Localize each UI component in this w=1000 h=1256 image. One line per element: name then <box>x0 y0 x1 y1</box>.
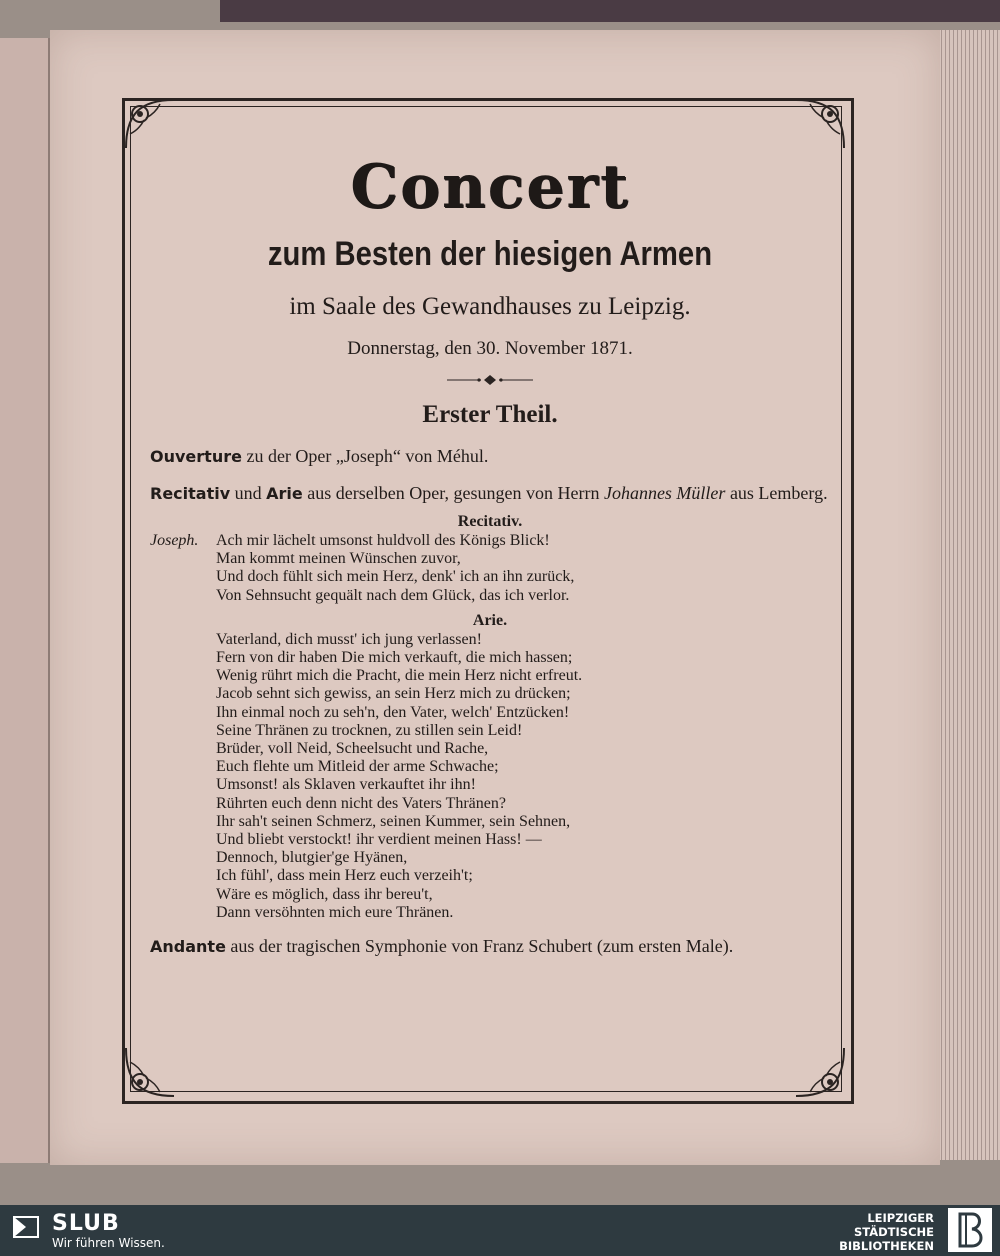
item-keyword: Recitativ <box>150 484 231 503</box>
arie-heading: Arie. <box>472 611 508 629</box>
library-logo-icon[interactable] <box>948 1208 992 1252</box>
item-text: aus Lemberg. <box>725 483 828 503</box>
book-cover-band <box>220 0 1000 22</box>
verse-line: Ihn einmal noch zu seh'n, den Vater, welch' Entzücken! <box>216 703 570 721</box>
program-item-andante <box>150 934 830 959</box>
slub-tagline: Wir führen Wissen. <box>52 1236 165 1250</box>
concert-subtitle: zum Besten der hiesigen Armen <box>267 235 713 273</box>
program-page <box>50 30 940 1165</box>
verse-line: Wenig rührt mich die Pracht, die mein Herz nicht erfreut. <box>216 667 583 685</box>
item-keyword: Arie <box>266 484 303 503</box>
arie-block <box>150 631 830 922</box>
verse-line: Vaterland, dich musst' ich jung verlassen! <box>216 630 482 648</box>
program-content <box>150 120 830 959</box>
verse-line: Ach mir lächelt umsonst huldvoll des Königs Blick! <box>216 532 550 549</box>
verse-line: Und bliebt verstockt! ihr verdient meinen Hass! — <box>216 831 542 849</box>
corner-ornament-bottom-left <box>120 1042 180 1102</box>
program-item-recitativ-arie <box>150 481 830 506</box>
verse-line: Dann versöhnten mich eure Thränen. <box>216 903 454 921</box>
footer-bar <box>0 1205 1000 1254</box>
library-name[interactable] <box>839 1211 934 1253</box>
speaker-name: Joseph. <box>150 532 199 549</box>
item-keyword: Andante <box>150 937 226 957</box>
concert-venue: im Saale des Gewandhauses zu Leipzig. <box>289 293 691 320</box>
concert-title: Concert <box>350 152 630 222</box>
verse-line: Und doch fühlt sich mein Herz, denk' ich an ihn zurück, <box>216 568 575 586</box>
slub-name[interactable]: SLUB <box>52 1211 120 1236</box>
item-text: zu der Oper „Joseph“ von Méhul. <box>241 446 489 466</box>
verse-line: Ich fühl', dass mein Herz euch verzeih't; <box>216 867 473 885</box>
verse-line: Ihr sah't seinen Schmerz, seinen Kummer, sein Sehnen, <box>216 812 571 830</box>
singer-name: Johannes Müller <box>603 483 726 503</box>
divider-ornament-icon <box>445 373 535 387</box>
verse-line: Von Sehnsucht gequält nach dem Glück, das ich verlor. <box>216 586 570 604</box>
verse-line: Brüder, voll Neid, Scheelsucht und Rache, <box>216 740 489 758</box>
recitativ-lines <box>216 532 830 605</box>
part-heading: Erster Theil. <box>422 401 558 428</box>
verse-line: Dennoch, blutgier'ge Hyänen, <box>216 849 408 867</box>
verse-line: Fern von dir haben Die mich verkauft, die mich hassen; <box>216 649 573 667</box>
concert-date: Donnerstag, den 30. November 1871. <box>347 338 633 359</box>
arie-lines <box>216 631 830 922</box>
item-text: und <box>230 483 267 503</box>
item-text: aus der tragischen Symphonie von Franz Schubert (zum ersten Male). <box>225 936 734 957</box>
slub-logo-icon[interactable] <box>12 1213 40 1241</box>
corner-ornament-bottom-right <box>790 1042 850 1102</box>
divider-ornament <box>150 372 830 386</box>
verse-line: Jacob sehnt sich gewiss, an sein Herz mich zu drücken; <box>216 685 571 703</box>
verse-line: Wäre es möglich, dass ihr bereu't, <box>216 885 433 903</box>
library-line: LEIPZIGER <box>867 1211 934 1225</box>
item-text: aus derselben Oper, gesungen von Herrn <box>302 483 604 503</box>
library-line: STÄDTISCHE <box>853 1225 934 1239</box>
recitativ-heading: Recitativ. <box>457 513 523 530</box>
left-page-edge <box>0 38 50 1163</box>
verse-line: Man kommt meinen Wünschen zuvor, <box>216 550 461 568</box>
verse-line: Euch flehte um Mitleid der arme Schwache; <box>216 758 499 776</box>
verse-line: Seine Thränen zu trocknen, zu stillen sein Leid! <box>216 721 523 739</box>
recitativ-block <box>150 532 830 605</box>
speaker-spacer <box>150 631 216 922</box>
library-line: BIBLIOTHEKEN <box>839 1239 934 1253</box>
verse-line: Rührten euch denn nicht des Vaters Thränen? <box>216 794 506 812</box>
page-stack-edge <box>938 30 1000 1160</box>
verse-line: Umsonst! als Sklaven verkauftet ihr ihn! <box>216 776 476 794</box>
program-item-ouverture <box>150 444 830 469</box>
item-keyword: Ouverture <box>150 447 242 466</box>
